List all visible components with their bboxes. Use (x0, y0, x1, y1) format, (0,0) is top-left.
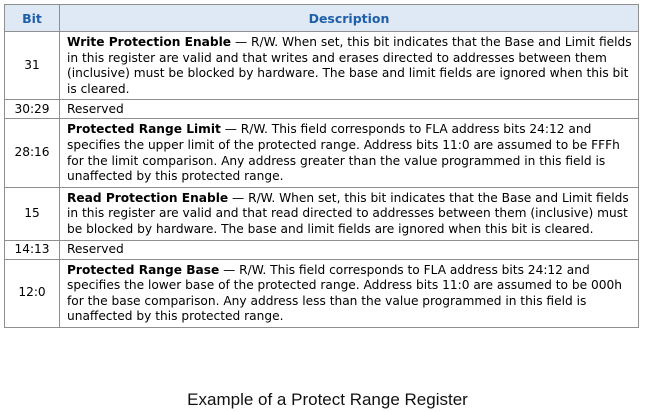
table-row (5, 100, 639, 119)
figure-caption: Example of a Protect Range Register (187, 390, 468, 409)
field-name: Protected Range Limit (67, 122, 221, 137)
bit-range: 15 (5, 187, 60, 240)
bit-column-header: Bit (5, 5, 60, 32)
field-text: — R/W. When set, this bit indicates that the Base and Limit fields in this register are valid and that read directed to addresses between them (inclusive) must be blocked by hardware. The base and limit fields are ignored when this bit is cleared. (67, 190, 629, 236)
table-row (5, 32, 639, 100)
field-text: Reserved (67, 101, 124, 116)
field-text: — R/W. When set, this bit indicates that the Base and Limit fields in this register are valid and that writes and erases directed to addresses between them (inclusive) must be blocked by hardware. The base and limit fields are ignored when this bit is cleared. (67, 35, 632, 96)
description-column-header: Description (60, 5, 639, 32)
table-row (5, 259, 639, 327)
field-text: Reserved (67, 241, 124, 256)
bit-range: 30:29 (5, 100, 60, 119)
field-name: Protected Range Base (67, 262, 220, 277)
bit-range: 12:0 (5, 259, 60, 327)
field-text: — R/W. This field corresponds to FLA address bits 24:12 and specifies the lower base of the protected range. Address bits 11:0 are assumed to be 000h for the base comparison. Any address less than the value programmed in this field is unaffected by this protected range. (67, 262, 622, 324)
field-description (60, 32, 639, 100)
bit-range: 31 (5, 32, 60, 100)
field-text: — R/W. This field corresponds to FLA address bits 24:12 and specifies the upper limit of the protected range. Address bits 11:0 are assumed to be FFFh for the limit comparison. Any address greater than the value programmed in this field is unaffected by this protected range. (67, 122, 620, 184)
bit-range: 14:13 (5, 240, 60, 259)
field-description (60, 100, 639, 119)
field-description (60, 259, 639, 327)
field-description (60, 240, 639, 259)
bit-range: 28:16 (5, 119, 60, 187)
field-description (60, 187, 639, 240)
field-name: Write Protection Enable (67, 35, 232, 49)
register-table (4, 4, 639, 328)
field-name: Read Protection Enable (67, 190, 229, 205)
table-row (5, 119, 639, 187)
table-row (5, 240, 639, 259)
field-description (60, 119, 639, 187)
table-row (5, 187, 639, 240)
table-header-row (5, 5, 639, 32)
